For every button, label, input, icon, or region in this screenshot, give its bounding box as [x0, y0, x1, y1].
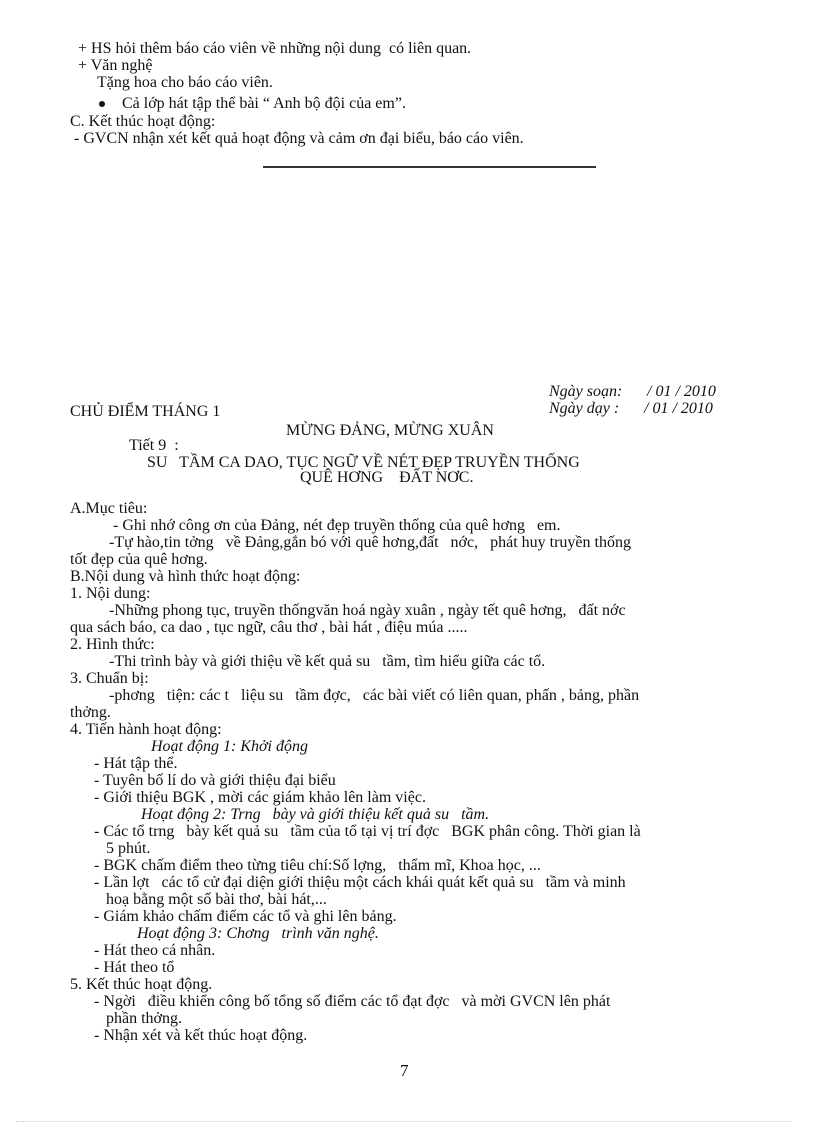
activity-1-title: Hoạt động 1: Khởi động — [151, 738, 308, 755]
prev-item-gvcn: - GVCN nhận xét kết quả hoạt động và cảm ơn đại biểu, báo cáo viên. — [70, 130, 524, 147]
activity-1-step-2: - Tuyên bố lí do và giới thiệu đại biểu — [94, 772, 336, 789]
preparation-1-cont: thởng. — [70, 704, 111, 721]
prev-item-sing: Cả lớp hát tập thể bài “ Anh bộ đội của em”. — [122, 95, 406, 112]
heading-preparation: 3. Chuẩn bị: — [70, 670, 149, 687]
form-1: -Thi trình bày và giới thiệu về kết quả su tầm, tìm hiểu giữa các tổ. — [109, 653, 546, 670]
heading-content: 1. Nội dung: — [70, 585, 151, 602]
heading-procedure: 4. Tiến hành hoạt động: — [70, 721, 222, 738]
heading-content-form: B.Nội dung và hình thức hoạt động: — [70, 568, 301, 585]
activity-3-step-1: - Hát theo cá nhân. — [94, 942, 216, 959]
objective-2: -Tự hào,tin tởng về Đảng,gắn bó với quê hơng,đất nớc, phát huy truyền thống — [109, 534, 631, 551]
activity-3-step-2: - Hát theo tổ — [94, 959, 175, 976]
theme-title: MỪNG ĐẢNG, MỪNG XUÂN — [286, 422, 494, 439]
activity-2-step-3-cont: hoạ bằng một số bài thơ, bài hát,... — [106, 891, 327, 908]
activity-2-title: Hoạt động 2: Trng bày và giới thiệu kết quả su tầm. — [141, 806, 490, 823]
activity-2-step-4: - Giám khảo chấm điểm các tổ và ghi lên bảng. — [94, 908, 397, 925]
prev-item-performance: + Văn nghệ — [78, 57, 153, 74]
heading-objectives: A.Mục tiêu: — [70, 500, 148, 517]
content-1-cont: qua sách báo, ca dao , tục ngữ, câu thơ , bài hát , điệu múa ..... — [70, 619, 468, 636]
activity-1-step-1: - Hát tập thể. — [94, 755, 178, 772]
date-prepared-label: Ngày soạn: — [549, 383, 623, 400]
content-1: -Những phong tục, truyền thốngvăn hoá ngày xuân , ngày tết quê hơng, đất nớc — [109, 602, 626, 619]
page-number: 7 — [400, 1061, 409, 1080]
date-taught-label: Ngày dạy : — [549, 400, 620, 417]
theme-label: CHỦ ĐIỂM THÁNG 1 — [70, 403, 221, 420]
prev-heading-conclusion: C. Kết thúc hoạt động: — [70, 113, 216, 130]
date-taught-value: / 01 / 2010 — [644, 400, 713, 417]
lesson-title-line-2: QUÊ HƠNG ĐẤT NƠC. — [300, 469, 474, 486]
preparation-1: -phơng tiện: các t liệu su tầm đợc, các bài viết có liên quan, phấn , bảng, phần — [109, 687, 640, 704]
activity-1-step-3: - Giới thiệu BGK , mời các giám khảo lên làm việc. — [94, 789, 426, 806]
heading-conclusion: 5. Kết thúc hoạt động. — [70, 976, 213, 993]
activity-2-step-1-cont: 5 phút. — [106, 840, 151, 857]
lesson-title-line-1: SU TẦM CA DAO, TỤC NGỮ VỀ NÉT ĐẸP TRUYỀN THỐNG — [147, 454, 580, 471]
activity-2-step-2: - BGK chấm điểm theo từng tiêu chí:Số lợng, thẩm mĩ, Khoa học, ... — [94, 857, 541, 874]
conclusion-step-1: - Ngời điều khiển công bố tổng số điểm các tổ đạt đợc và mời GVCN lên phát — [94, 993, 611, 1010]
conclusion-step-1-cont: phần thởng. — [106, 1010, 183, 1027]
objective-2-cont: tốt đẹp của quê hơng. — [70, 551, 208, 568]
activity-3-title: Hoạt động 3: Chơng trình văn nghệ. — [137, 925, 379, 942]
lesson-number: Tiết 9 : — [129, 437, 179, 454]
date-prepared-value: / 01 / 2010 — [647, 383, 716, 400]
activity-2-step-3: - Lần lợt các tổ cử đại diện giới thiệu một cách khái quát kết quả su tầm và minh — [94, 874, 626, 891]
bullet-icon — [99, 101, 105, 107]
conclusion-step-2: - Nhận xét và kết thúc hoạt động. — [94, 1027, 308, 1044]
section-divider — [263, 166, 596, 168]
page-boundary-divider — [16, 1121, 792, 1122]
prev-item-hs-question: + HS hỏi thêm báo cáo viên về những nội dung có liên quan. — [78, 40, 472, 57]
activity-2-step-1: - Các tổ trng bày kết quả su tầm của tổ tại vị trí đợc BGK phân công. Thời gian là — [94, 823, 641, 840]
objective-1: - Ghi nhớ công ơn của Đảng, nét đẹp truyền thống của quê hơng em. — [113, 517, 561, 534]
prev-item-flowers: Tặng hoa cho báo cáo viên. — [97, 74, 273, 91]
heading-form: 2. Hình thức: — [70, 636, 155, 653]
